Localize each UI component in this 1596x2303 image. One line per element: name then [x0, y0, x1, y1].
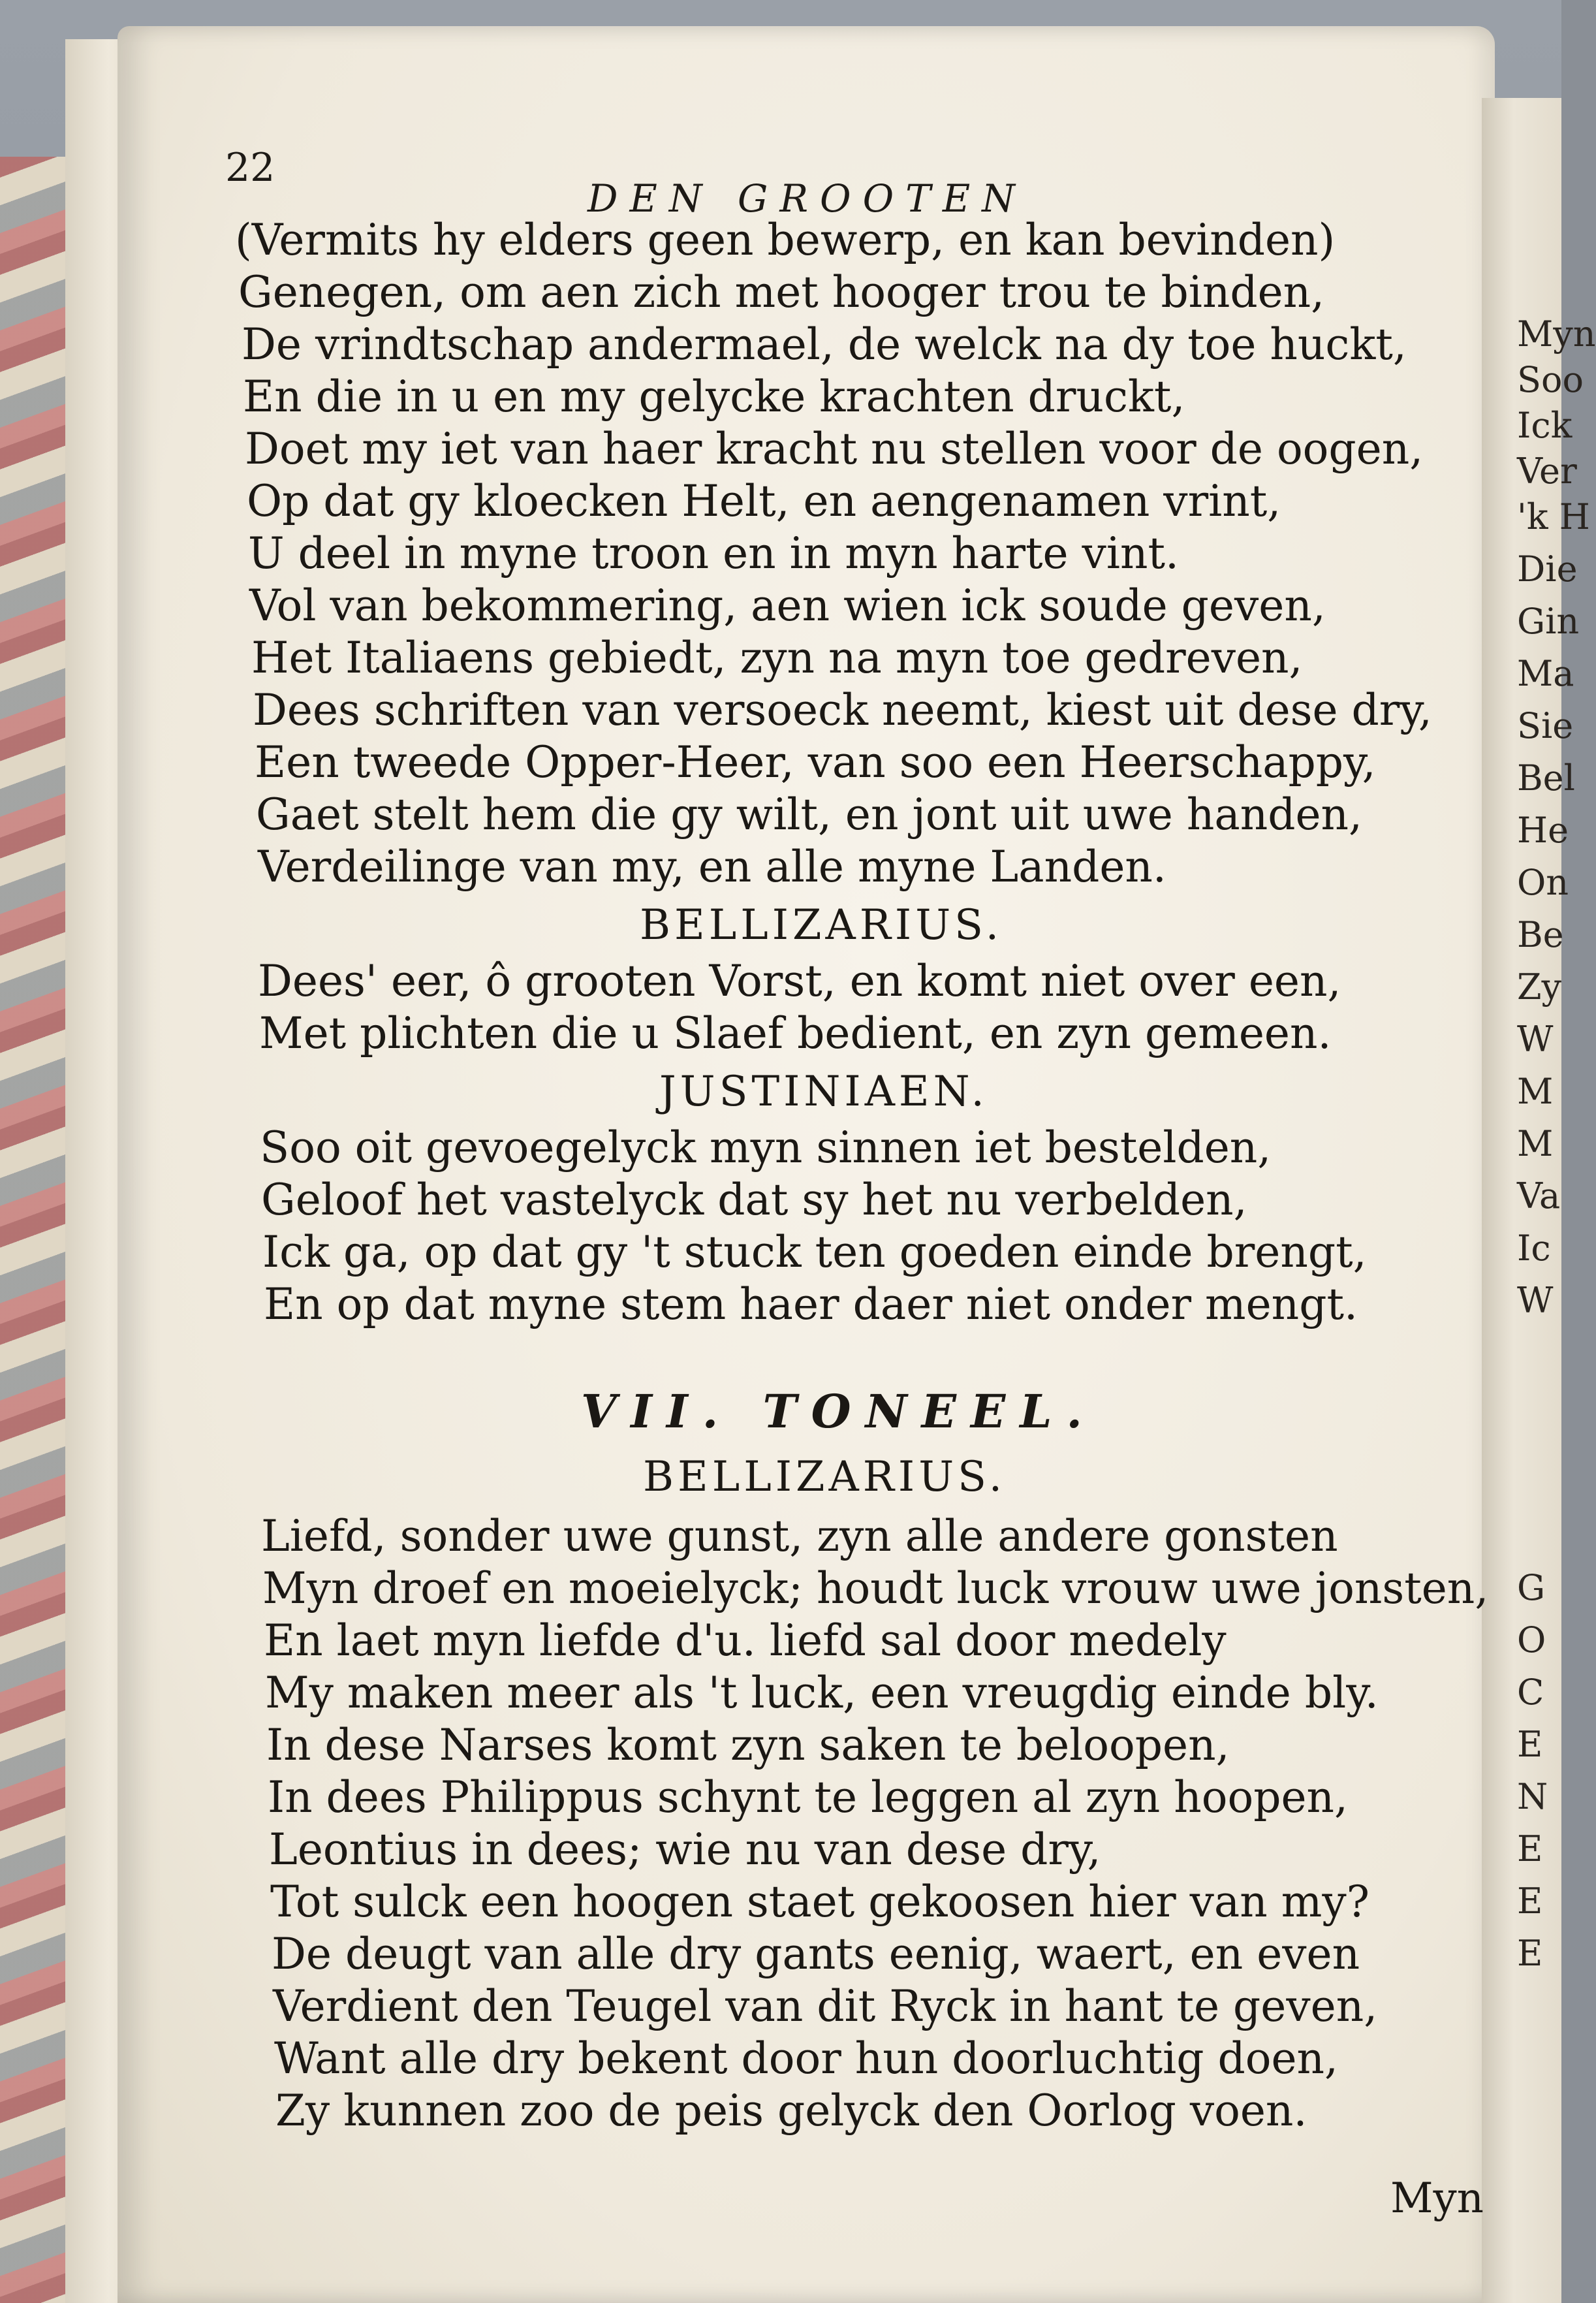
verse-line: In dees Philippus schynt te leggen al zyn hoopen, [268, 1772, 1349, 1822]
facing-fragment: Ick [1517, 405, 1573, 446]
facing-fragment: Ma [1517, 653, 1574, 694]
verse-line: Leontius in dees; wie nu van dese dry, [269, 1824, 1101, 1875]
facing-fragment: M [1517, 1071, 1554, 1112]
catchword: Myn [1390, 2174, 1484, 2223]
speaker-heading: BELLIZARIUS. [643, 1453, 1007, 1501]
verse-line: De deugt van alle dry gants eenig, waert, en even [272, 1929, 1360, 1979]
facing-fragment: Die [1517, 548, 1578, 590]
facing-fragment: E [1517, 1933, 1543, 1974]
verse-line: En laet myn liefde d'u. liefd sal door medely [264, 1615, 1227, 1666]
verse-line: Het Italiaens gebiedt, zyn na myn toe gedreven, [251, 633, 1303, 683]
facing-fragment: N [1517, 1776, 1548, 1817]
facing-fragment: E [1517, 1881, 1543, 1922]
facing-fragment: Myn [1517, 313, 1596, 355]
facing-fragment: He [1517, 810, 1569, 851]
verse-line: Gaet stelt hem die gy wilt, en jont uit uwe handen, [256, 789, 1362, 840]
verse-line: Want alle dry bekent door hun doorluchtig doen, [274, 2033, 1338, 2084]
verse-line: Genegen, om aen zich met hooger trou te binden, [238, 267, 1325, 317]
verse-line: De vrindtschap andermael, de welck na dy toe huckt, [242, 319, 1407, 370]
verse-line: My maken meer als 't luck, een vreugdig einde bly. [265, 1668, 1379, 1718]
facing-fragment: Zy [1517, 966, 1562, 1008]
facing-fragment: Gin [1517, 601, 1580, 642]
facing-fragment: Bel [1517, 757, 1575, 799]
facing-fragment: W [1517, 1280, 1554, 1321]
running-head: DEN GROOTEN [587, 176, 1027, 221]
speaker-heading: BELLIZARIUS. [640, 901, 1003, 949]
facing-fragment: Va [1517, 1175, 1561, 1216]
verse-line: Liefd, sonder uwe gunst, zyn alle andere gonsten [261, 1511, 1338, 1561]
verse-line: (Vermits hy elders geen bewerp, en kan bevinden) [235, 215, 1336, 265]
verse-line: Myn droef en moeielyck; houdt luck vrouw uwe jonsten, [262, 1563, 1489, 1613]
facing-fragment: C [1517, 1672, 1544, 1713]
facing-fragment: E [1517, 1724, 1543, 1765]
verse-line: Geloof het vastelyck dat sy het nu verbelden, [261, 1175, 1247, 1225]
facing-fragment: G [1517, 1567, 1546, 1608]
verse-line: U deel in myne troon en in myn harte vint. [248, 528, 1179, 579]
verse-line: In dese Narses komt zyn saken te beloopen, [266, 1720, 1230, 1770]
verse-line: Een tweede Opper-Heer, van soo een Heerschappy, [255, 737, 1376, 787]
verse-line: Dees' eer, ô grooten Vorst, en komt niet over een, [258, 956, 1341, 1006]
verse-line: Soo oit gevoegelyck myn sinnen iet bestelden, [260, 1122, 1272, 1173]
verse-line: Zy kunnen zoo de peis gelyck den Oorlog voen. [275, 2086, 1307, 2136]
verse-line: Ick ga, op dat gy 't stuck ten goeden einde brengt, [262, 1227, 1367, 1277]
verse-line: En op dat myne stem haer daer niet onder mengt. [264, 1279, 1358, 1329]
facing-fragment: Soo [1517, 359, 1584, 400]
verse-line: Verdient den Teugel van dit Ryck in hant te geven, [273, 1981, 1378, 2031]
verse-line: Tot sulck een hoogen staet gekoosen hier van my? [270, 1877, 1369, 1927]
speaker-heading: JUSTINIAEN. [659, 1068, 988, 1116]
facing-fragment: Ver [1517, 451, 1577, 492]
facing-fragment: Be [1517, 914, 1564, 955]
facing-fragment: M [1517, 1123, 1554, 1164]
verse-line: En die in u en my gelycke krachten druckt, [243, 372, 1185, 422]
verse-line: Vol van bekommering, aen wien ick soude geven, [249, 580, 1326, 631]
verse-line: Met plichten die u Slaef bedient, en zyn gemeen. [259, 1008, 1332, 1058]
verse-line: Doet my iet van haer kracht nu stellen voor de oogen, [245, 424, 1424, 474]
marbled-board [0, 157, 75, 2303]
facing-fragment: Ic [1517, 1228, 1551, 1269]
scene-heading: VII. TONEEL. [581, 1384, 1097, 1438]
facing-page [1482, 98, 1596, 2303]
verse-line: Verdeilinge van my, en alle myne Landen. [258, 842, 1166, 892]
facing-fragment: O [1517, 1619, 1546, 1660]
facing-fragment: Sie [1517, 705, 1574, 746]
verse-line: Dees schriften van versoeck neemt, kiest uit dese dry, [253, 685, 1432, 735]
facing-fragment: On [1517, 862, 1569, 903]
facing-fragment: E [1517, 1828, 1543, 1869]
verse-line: Op dat gy kloecken Helt, en aengenamen vrint, [247, 476, 1281, 526]
facing-fragment: 'k H [1517, 496, 1590, 537]
page-number: 22 [225, 145, 275, 191]
facing-fragment: W [1517, 1019, 1554, 1060]
